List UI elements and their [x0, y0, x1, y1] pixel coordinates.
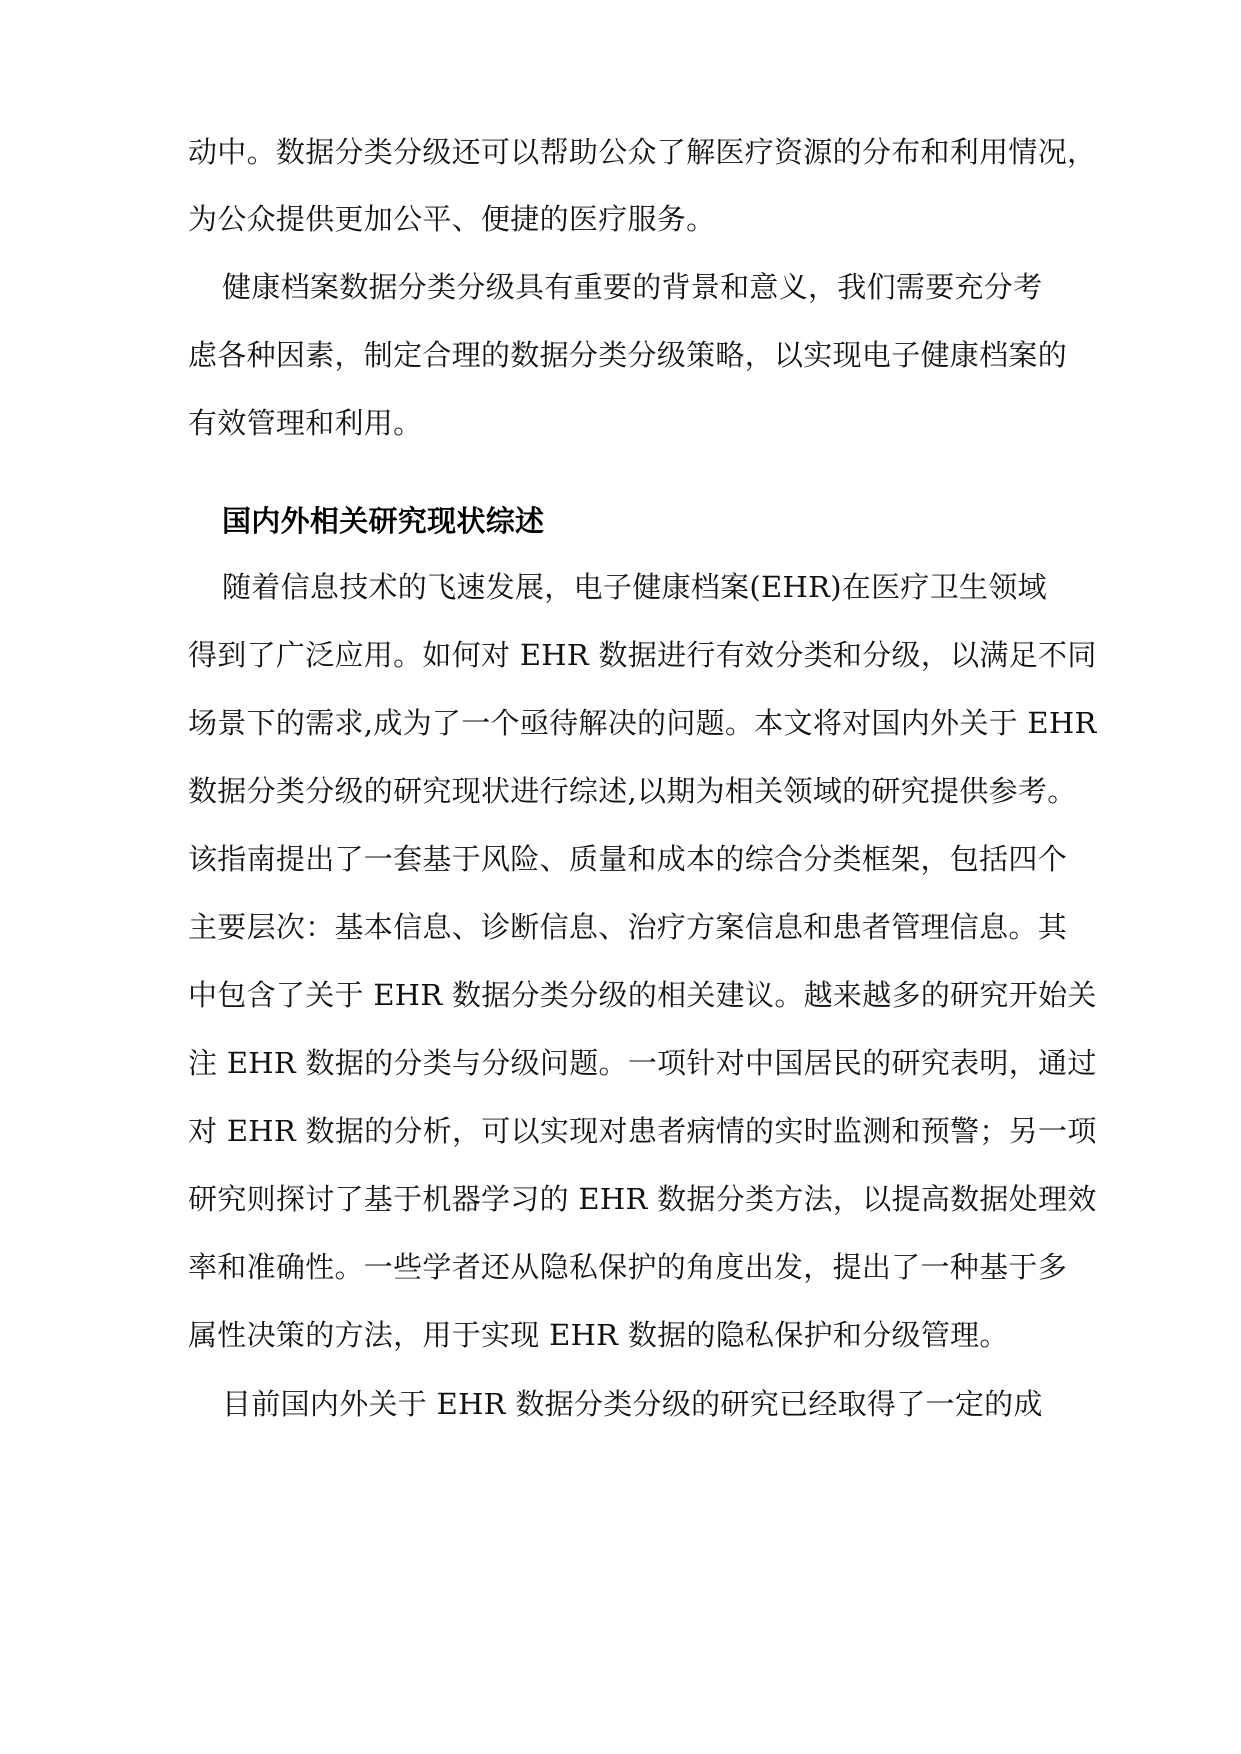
paragraph-line: 得到了广泛应用。如何对 EHR 数据进行有效分类和分级，以满足不同 [188, 638, 1097, 672]
paragraph-line: 主要层次：基本信息、诊断信息、治疗方案信息和患者管理信息。其 [188, 910, 1068, 944]
paragraph-line: 研究则探讨了基于机器学习的 EHR 数据分类方法，以提高数据处理效 [188, 1182, 1097, 1216]
paragraph-line: 健康档案数据分类分级具有重要的背景和意义，我们需要充分考 [222, 270, 1043, 304]
section-heading: 国内外相关研究现状综述 [222, 504, 545, 538]
paragraph-line: 率和准确性。一些学者还从隐私保护的角度出发，提出了一种基于多 [188, 1250, 1068, 1284]
paragraph-line: 注 EHR 数据的分类与分级问题。一项针对中国居民的研究表明，通过 [188, 1046, 1097, 1080]
paragraph-line: 目前国内外关于 EHR 数据分类分级的研究已经取得了一定的成 [222, 1387, 1043, 1421]
paragraph-line: 随着信息技术的飞速发展，电子健康档案(EHR)在医疗卫生领域 [222, 570, 1047, 604]
paragraph-line: 有效管理和利用。 [188, 406, 423, 440]
paragraph-line: 对 EHR 数据的分析，可以实现对患者病情的实时监测和预警；另一项 [188, 1114, 1097, 1148]
paragraph-line: 该指南提出了一套基于风险、质量和成本的综合分类框架，包括四个 [188, 842, 1068, 876]
paragraph-line: 数据分类分级的研究现状进行综述,以期为相关领域的研究提供参考。 [188, 774, 1077, 808]
paragraph-line: 虑各种因素，制定合理的数据分类分级策略，以实现电子健康档案的 [188, 338, 1068, 372]
paragraph-line: 为公众提供更加公平、便捷的医疗服务。 [188, 202, 716, 236]
paragraph-line: 中包含了关于 EHR 数据分类分级的相关建议。越来越多的研究开始关 [188, 978, 1097, 1012]
paragraph-line: 属性决策的方法，用于实现 EHR 数据的隐私保护和分级管理。 [188, 1318, 1009, 1352]
paragraph-line: 动中。数据分类分级还可以帮助公众了解医疗资源的分布和利用情况， [188, 135, 1097, 169]
paragraph-line: 场景下的需求,成为了一个亟待解决的问题。本文将对国内外关于 EHR [188, 706, 1097, 740]
